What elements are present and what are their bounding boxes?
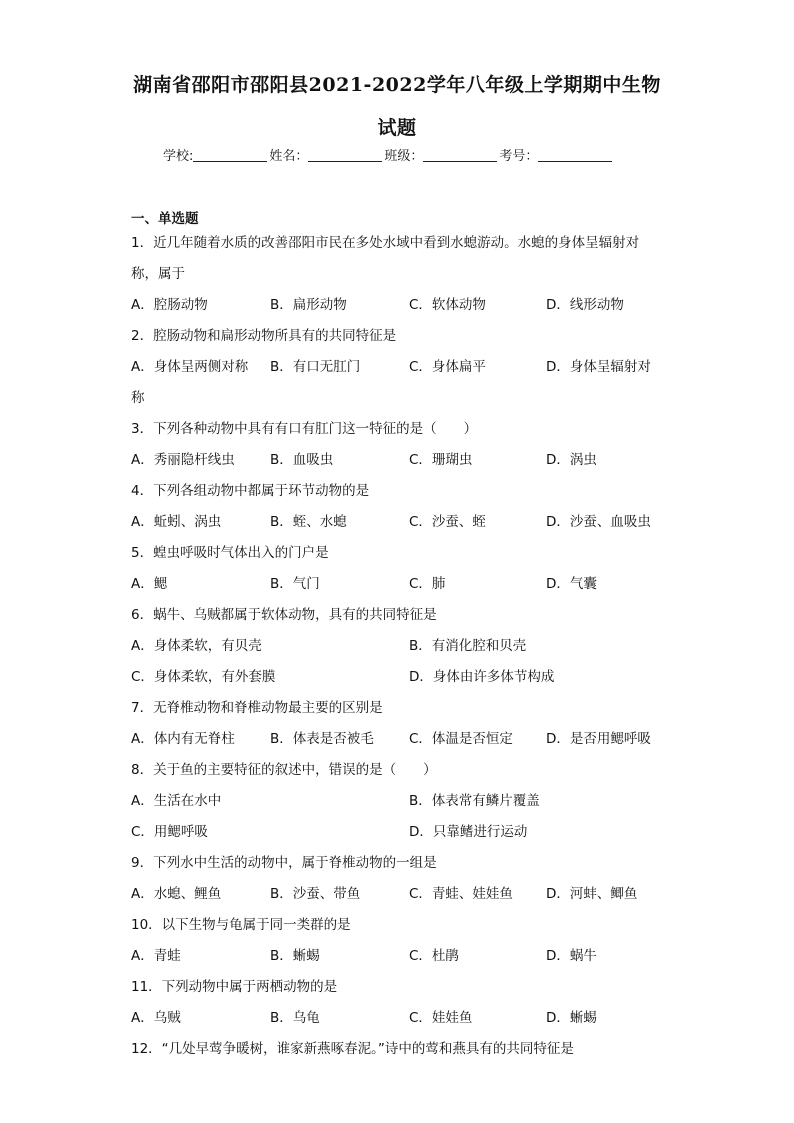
question-stem: 8．关于鱼的主要特征的叙述中，错误的是（ ） [131,762,437,778]
option-d-continuation: 称 [131,390,145,406]
question-stem: 3．下列各种动物中具有有口有肛门这一特征的是（ ） [131,421,478,437]
question-3 [131,414,661,476]
question-10 [131,910,661,972]
option-c[interactable]: C．珊瑚虫 [409,452,473,468]
option-d[interactable]: D．河蚌、鲫鱼 [546,886,638,902]
exam-number-blank[interactable] [538,147,612,162]
question-11 [131,972,661,1034]
question-5 [131,538,661,600]
option-b[interactable]: B．蛭、水螅 [270,514,347,530]
option-b[interactable]: B．体表常有鳞片覆盖 [409,793,540,809]
option-a[interactable]: A．水螅、鲤鱼 [131,886,222,902]
question-12 [131,1034,661,1065]
option-a[interactable]: A．蚯蚓、涡虫 [131,514,222,530]
option-c[interactable]: C．身体柔软，有外套膜 [131,669,276,685]
exam-number-label: 考号： [499,149,539,164]
option-d[interactable]: D．蜥蜴 [546,1010,597,1026]
class-label: 班级： [384,149,424,164]
options-row [131,445,661,476]
option-d[interactable]: D．只靠鳍进行运动 [409,824,528,840]
question-stem: 6．蜗牛、乌贼都属于软体动物，具有的共同特征是 [131,607,437,623]
question-8 [131,755,661,848]
option-c[interactable]: C．体温是否恒定 [409,731,513,747]
option-d[interactable]: D．身体由许多体节构成 [409,669,555,685]
option-b[interactable]: B．沙蚕、带鱼 [270,886,361,902]
option-a[interactable]: A．身体呈两侧对称 [131,359,249,375]
option-b[interactable]: B．有口无肛门 [270,359,361,375]
option-a[interactable]: A．腔肠动物 [131,297,208,313]
option-c[interactable]: C．肺 [409,576,446,592]
student-info-row [163,145,614,164]
options-row [131,724,661,755]
option-b[interactable]: B．蜥蜴 [270,948,320,964]
option-d[interactable]: D．气囊 [546,576,597,592]
name-label: 姓名： [269,149,309,164]
school-blank[interactable] [193,147,267,162]
option-d[interactable]: D．线形动物 [546,297,624,313]
school-label: 学校: [163,149,194,164]
option-c[interactable]: C．沙蚕、蛭 [409,514,486,530]
question-stem: 9．下列水中生活的动物中，属于脊椎动物的一组是 [131,855,437,871]
question-6 [131,600,661,693]
option-d[interactable]: D．蜗牛 [546,948,597,964]
options-row [131,879,661,910]
options-row [131,569,661,600]
question-7 [131,693,661,755]
question-stem: 7．无脊椎动物和脊椎动物最主要的区别是 [131,700,383,716]
option-d[interactable]: D．涡虫 [546,452,597,468]
option-b[interactable]: B．气门 [270,576,320,592]
question-4 [131,476,661,538]
option-c[interactable]: C．软体动物 [409,297,486,313]
page-title: 湖南省邵阳市邵阳县2021-2022学年八年级上学期期中生物 [133,74,661,96]
name-blank[interactable] [308,147,382,162]
option-a[interactable]: A．生活在水中 [131,793,222,809]
option-a[interactable]: A．青蛙 [131,948,181,964]
options-grid [131,786,661,848]
option-c[interactable]: C．青蛙、娃娃鱼 [409,886,513,902]
question-stem: 5．蝗虫呼吸时气体出入的门户是 [131,545,329,561]
option-b[interactable]: B．乌龟 [270,1010,320,1026]
options-row [131,290,661,321]
section-title: 一、单选题 [131,211,199,227]
option-c[interactable]: C．用鳃呼吸 [131,824,208,840]
question-stem: 4．下列各组动物中都属于环节动物的是 [131,483,370,499]
question-1 [131,228,661,321]
question-9 [131,848,661,910]
option-c[interactable]: C．杜鹃 [409,948,459,964]
options-grid [131,631,661,693]
option-c[interactable]: C．身体扁平 [409,359,486,375]
option-d[interactable]: D．是否用鳃呼吸 [546,731,651,747]
question-stem: 12．“几处早莺争暖树，谁家新燕啄春泥。”诗中的莺和燕具有的共同特征是 [131,1041,574,1057]
question-stem: 11．下列动物中属于两栖动物的是 [131,979,338,995]
option-c[interactable]: C．娃娃鱼 [409,1010,473,1026]
options-row [131,507,661,538]
question-stem: 10．以下生物与龟属于同一类群的是 [131,917,351,933]
option-d[interactable]: D．沙蚕、血吸虫 [546,514,651,530]
question-2 [131,321,661,414]
option-a[interactable]: A．鳃 [131,576,168,592]
option-a[interactable]: A．乌贼 [131,1010,181,1026]
question-stem: 1．近几年随着水质的改善邵阳市民在多处水域中看到水螅游动。水螅的身体呈辐射对称，属于 [131,235,640,282]
page-title-continued: 试题 [377,117,417,139]
option-d[interactable]: D．身体呈辐射对 [546,359,651,375]
option-a[interactable]: A．体内有无脊柱 [131,731,235,747]
option-b[interactable]: B．血吸虫 [270,452,334,468]
option-b[interactable]: B．体表是否被毛 [270,731,374,747]
options-row [131,941,661,972]
options-row [131,1003,661,1034]
option-b[interactable]: B．有消化腔和贝壳 [409,638,527,654]
option-a[interactable]: A．身体柔软，有贝壳 [131,638,262,654]
class-blank[interactable] [423,147,497,162]
question-stem: 2．腔肠动物和扁形动物所具有的共同特征是 [131,328,397,344]
options-row [131,352,661,383]
option-a[interactable]: A．秀丽隐杆线虫 [131,452,235,468]
option-b[interactable]: B．扁形动物 [270,297,347,313]
